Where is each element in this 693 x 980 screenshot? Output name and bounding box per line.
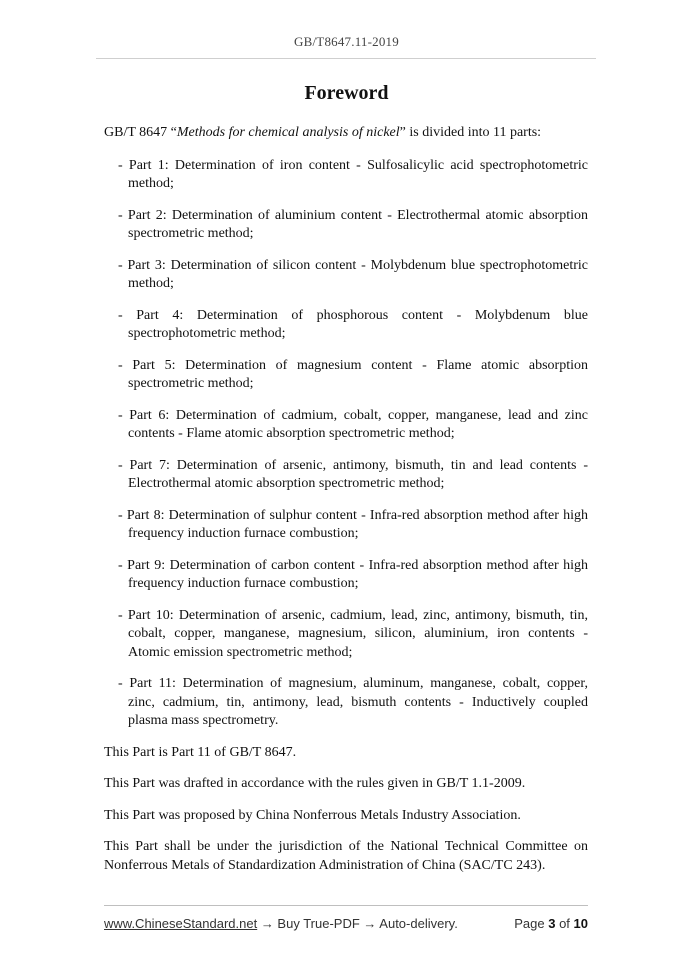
intro-prefix: GB/T 8647 “ <box>104 125 177 140</box>
body-paragraph: This Part was drafted in accordance with the rules given in GB/T 1.1-2009. <box>104 776 526 791</box>
document-header: GB/T8647.11-2019 <box>294 34 399 49</box>
intro-italic-title: Methods for chemical analysis of nickel <box>176 125 400 140</box>
current-page: 3 <box>548 916 556 931</box>
list-item: - Part 3: Determination of silicon content - Molybdenum blue spectrophotometric method; <box>118 257 588 291</box>
list-item: - Part 1: Determination of iron content - Sulfosalicylic acid spectrophotometric method; <box>118 157 588 191</box>
list-item: - Part 10: Determination of arsenic, cadmium, lead, zinc, antimony, bismuth, tin, cobalt, copper, manganese, magnesium, silicon, aluminium, iron contents - Atomic emission spectrometric method; <box>118 607 588 660</box>
body-paragraph: This Part was proposed by China Nonferrous Metals Industry Association. <box>104 807 521 823</box>
list-item: - Part 11: Determination of magnesium, aluminum, manganese, cobalt, copper, zinc, cadmium, tin, antimony, lead, bismuth contents - Inductively coupled plasma mass spectrometry. <box>118 676 588 728</box>
footer-promo <box>104 916 458 931</box>
list-item: - Part 9: Determination of carbon content - Infra-red absorption method after high frequency induction furnace combustion; <box>118 557 588 591</box>
parts-list <box>104 157 588 731</box>
footer-divider <box>104 905 588 906</box>
list-item: - Part 6: Determination of cadmium, cobalt, copper, manganese, lead and zinc contents - Flame atomic absorption spectrometric method; <box>118 407 588 441</box>
total-pages: 10 <box>573 916 588 931</box>
page-number: Page 3 of 10 <box>514 916 588 931</box>
page-footer <box>104 916 588 934</box>
document-body <box>104 124 588 888</box>
list-item: - Part 7: Determination of arsenic, antimony, bismuth, tin and lead contents - Electrothermal atomic absorption spectrometric method; <box>118 457 588 491</box>
intro-paragraph <box>104 124 588 143</box>
list-item: - Part 8: Determination of sulphur content - Infra-red absorption method after high frequency induction furnace combustion; <box>118 507 588 541</box>
body-paragraph: This Part is Part 11 of GB/T 8647. <box>104 744 297 760</box>
body-paragraph: This Part shall be under the jurisdiction of the National Technical Committee on Nonferrous Metals of Standardization Administration of China (SAC/TC 243). <box>104 839 588 873</box>
header-divider <box>96 58 596 59</box>
list-item: - Part 2: Determination of aluminium content - Electrothermal atomic absorption spectrometric method; <box>118 207 588 241</box>
footer-tagline: → Buy True-PDF → Auto-delivery. <box>257 916 458 931</box>
intro-suffix: ” is divided into 11 parts: <box>399 125 542 140</box>
page-title: Foreword <box>304 82 389 104</box>
list-item: - Part 5: Determination of magnesium content - Flame atomic absorption spectrometric method; <box>118 357 588 391</box>
website-link[interactable]: www.ChineseStandard.net <box>104 916 258 931</box>
list-item: - Part 4: Determination of phosphorous content - Molybdenum blue spectrophotometric method; <box>118 307 588 341</box>
